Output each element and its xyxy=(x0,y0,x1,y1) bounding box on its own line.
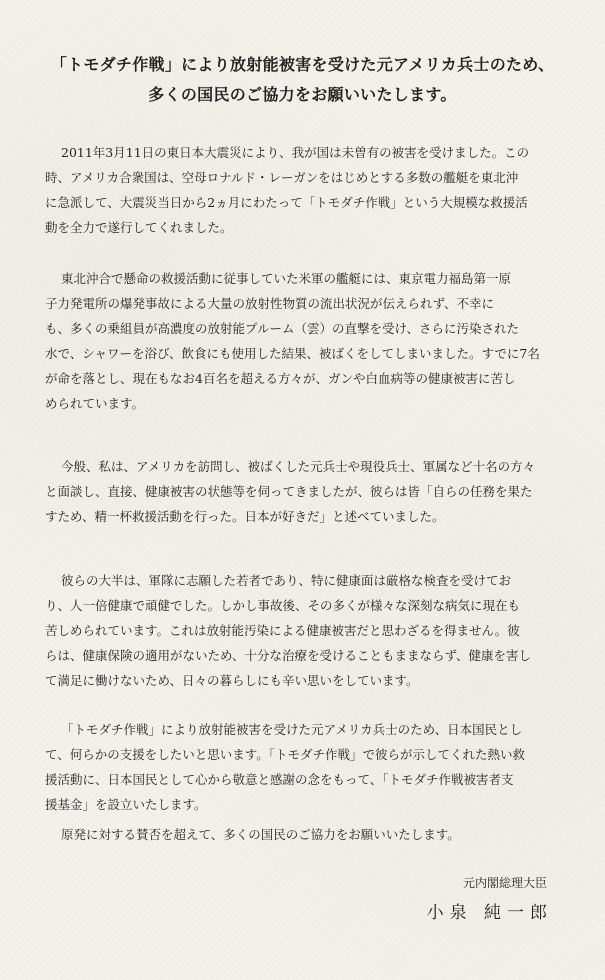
text-line: り、人一倍健康で頑健でした。しかし事故後、その多くが様々な深刻な病気に現在も xyxy=(45,598,521,613)
text-line: が命を落とし、現在もなお4百名を超える方々が、ガンや白血病等の健康被害に苦し xyxy=(45,371,516,386)
text-line: 援基金」を設立いたします。 xyxy=(45,797,207,812)
signature-role: 元内閣総理大臣 xyxy=(462,876,547,890)
page-title xyxy=(20,50,585,110)
signature-block xyxy=(426,872,553,928)
paragraph-4 xyxy=(45,568,567,693)
paragraph-6 xyxy=(45,822,567,847)
text-line: て、何らかの支援をしたいと思います。「トモダチ作戦」で彼らが示してくれた熱い救 xyxy=(45,747,526,762)
title-line-2: 多くの国民のご協力をお願いいたします。 xyxy=(148,85,457,104)
signature-name: 小泉 純一郎 xyxy=(426,903,553,923)
text-line: 援活動に、日本国民として心から敬意と感謝の念をもって、「トモダチ作戦被害者支 xyxy=(45,772,514,787)
text-line: に急派して、大震災当日から2ヵ月にわたって「トモダチ作戦」という大規模な救援活 xyxy=(45,195,528,210)
text-line: 子力発電所の爆発事故による大量の放射性物質の流出状況が伝えられず、不幸に xyxy=(45,296,495,311)
text-line: 原発に対する賛否を超えて、多くの国民のご協力をお願いいたします。 xyxy=(61,827,460,842)
text-line: 「トモダチ作戦」により放射能被害を受けた元アメリカ兵士のため、日本国民とし xyxy=(61,722,523,737)
text-line: て満足に働けないため、日々の暮らしにも辛い思いをしています。 xyxy=(45,673,419,688)
text-line: 苦しめられています。これは放射能汚染による健康被害だと思わざるを得ません。彼 xyxy=(45,623,520,638)
text-line: すため、精一杯救援活動を行った。日本が好きだ」と述べていました。 xyxy=(45,509,445,524)
text-line: 今般、私は、アメリカを訪問し、被ばくした元兵士や現役兵士、軍属など十名の方々 xyxy=(61,459,536,474)
text-line: 彼らの大半は、軍隊に志願した若者であり、特に健康面は厳格な検査を受けてお xyxy=(61,573,512,588)
text-line: も、多くの乗組員が高濃度の放射能プルーム（雲）の直撃を受け、さらに汚染された xyxy=(45,321,520,336)
paragraph-2 xyxy=(45,266,567,416)
paragraph-3 xyxy=(45,454,567,529)
text-line: 水で、シャワーを浴び、飲食にも使用した結果、被ばくをしてしまいました。すでに7名 xyxy=(45,346,540,361)
text-line: 東北沖合で懸命の救援活動に従事していた米軍の艦艇には、東京電力福島第一原 xyxy=(61,271,512,286)
text-line: 2011年3月11日の東日本大震災により、我が国は未曽有の被害を受けました。この xyxy=(61,145,530,160)
text-line: 動を全力で遂行してくれました。 xyxy=(45,220,233,235)
title-line-1: 「トモダチ作戦」により放射能被害を受けた元アメリカ兵士のため、 xyxy=(50,55,555,74)
paragraph-1 xyxy=(45,140,567,240)
text-line: められています。 xyxy=(45,396,145,411)
text-line: 時、アメリカ合衆国は、空母ロナルド・レーガンをはじめとする多数の艦艇を東北沖 xyxy=(45,170,519,185)
text-line: と面談し、直接、健康被害の状態等を伺ってきましたが、彼らは皆「自らの任務を果た xyxy=(45,484,533,499)
text-line: らは、健康保険の適用がないため、十分な治療を受けることもままならず、健康を害し xyxy=(45,648,532,663)
paragraph-5 xyxy=(45,717,567,817)
